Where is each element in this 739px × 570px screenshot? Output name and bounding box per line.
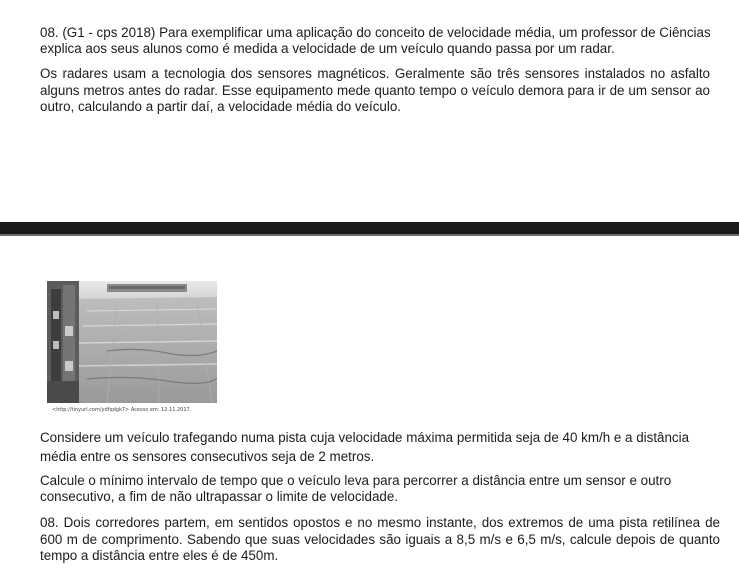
radar-sensors-photo [47,281,217,403]
consider-line-1: Considere um veículo trafegando numa pista cuja velocidade máxima permitida seja de 40 km/h e a distância [40,430,690,445]
question-1-intro-line-1 [40,25,710,42]
intro-text: Para exemplificar uma aplicação do conceito de velocidade média, um professor de Ciências [159,25,711,40]
question-number: 08. (G1 - cps 2018) [40,25,156,40]
question-2-paragraph: 08. Dois corredores partem, em sentidos opostos e no mesmo instante, dos extremos de uma pista retilínea de 600 m de comprimento. Sabendo que suas velocidades são iguais a 8,5 m/s e 6,5 m/s, calcule depois de quanto tempo a distância entre eles é de 450m. [40,515,720,563]
page-separator [0,222,739,234]
top-page [0,0,739,222]
page-separator-shadow [0,234,739,236]
calculate-line-2: consecutivo, a fim de não ultrapassar o limite de velocidade. [40,489,399,504]
consider-line-2: média entre os sensores consecutivos seja de 2 metros. [40,449,375,464]
radar-paragraph: Os radares usam a tecnologia dos sensores magnéticos. Geralmente são três sensores instalados no asfalto alguns metros antes do radar. Esse equipamento mede quanto tempo o veículo demora para ir de um sensor ao outro, calculando a partir daí, a velocidade média do veículo. [40,66,710,114]
image-caption: <http://tinyurl.com/ydfqdgk7> Acesso em: 12.11.2017. [52,407,192,413]
calculate-line-1: Calcule o mínimo intervalo de tempo que o veículo leva para percorrer a distância entre um sensor e outro [40,473,672,488]
question-1-intro-line-2: explica aos seus alunos como é medida a velocidade de um veículo quando passa por um radar. [40,41,615,56]
radar-sensors-photo-drawing [47,281,217,403]
